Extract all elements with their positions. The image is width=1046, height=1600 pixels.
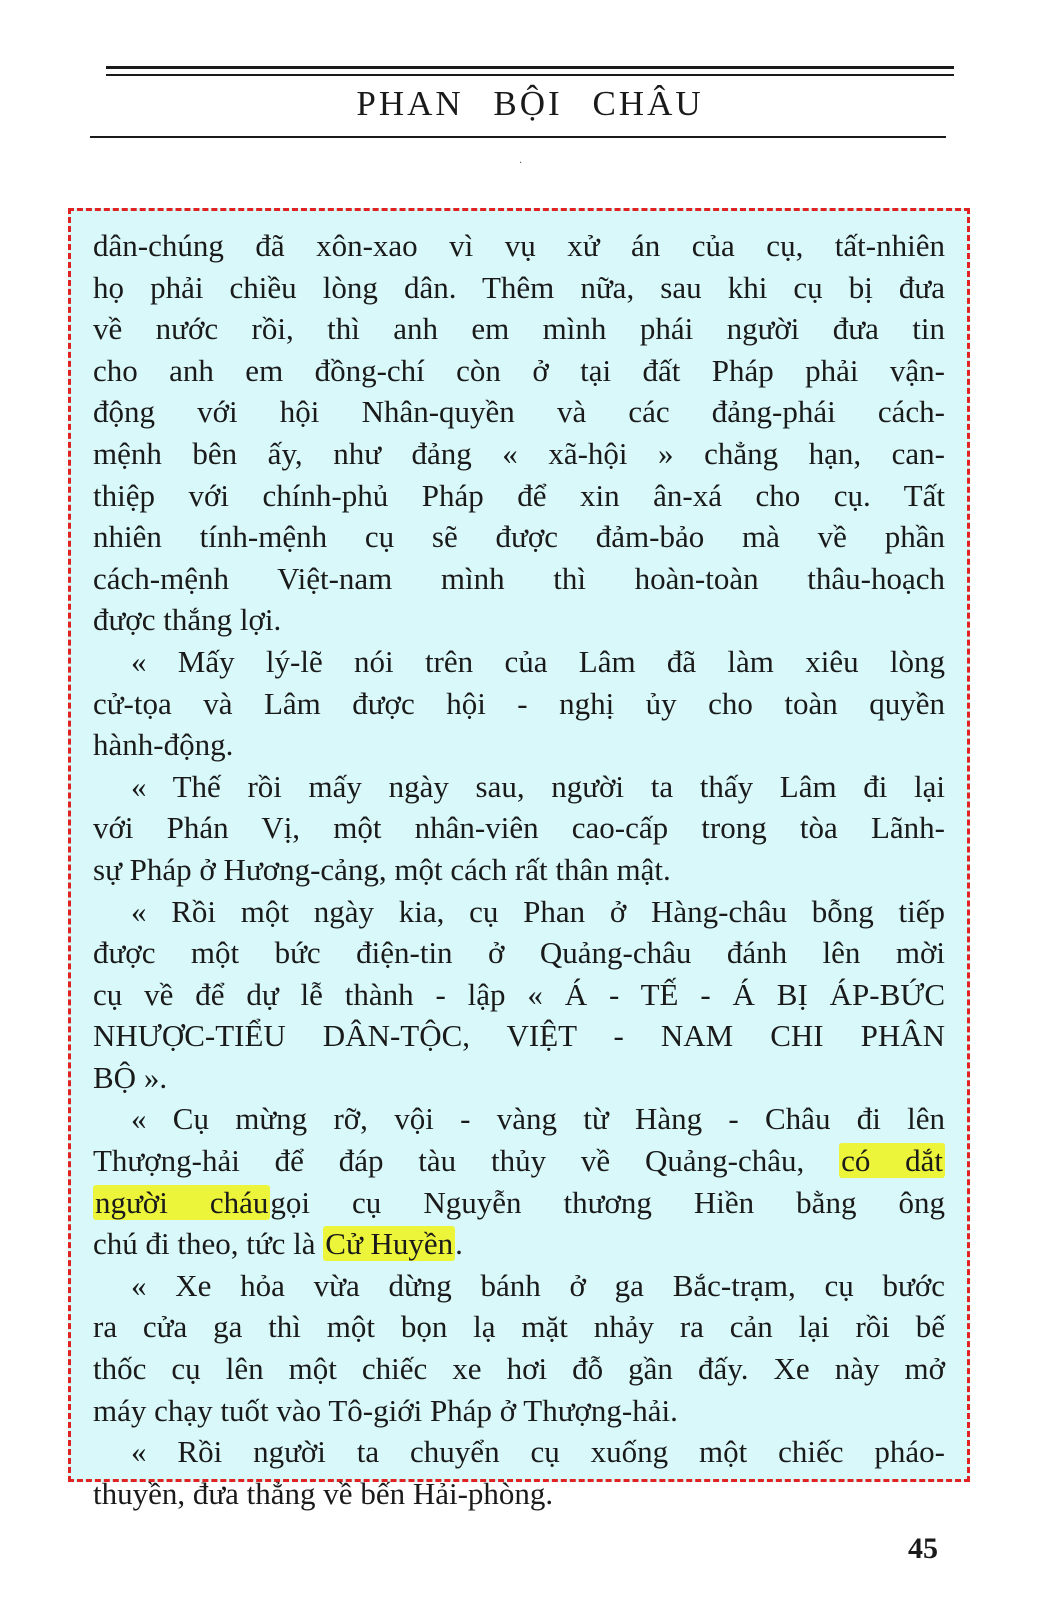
text-line: họ phải chiều lòng dân. Thêm nữa, sau khi cụ bị đưa <box>93 269 945 305</box>
text-line: mệnh bên ấy, như đảng « xã-hội » chẳng hạn, can- <box>93 435 945 471</box>
text-line <box>93 1182 945 1224</box>
text-line: « Thế rồi mấy ngày sau, người ta thấy Lâm đi lại <box>131 768 945 804</box>
text-line <box>93 1223 945 1265</box>
text-line: « Rồi một ngày kia, cụ Phan ở Hàng-châu bỗng tiếp <box>131 893 945 929</box>
text-line: với Phán Vị, một nhân-viên cao-cấp trong tòa Lãnh- <box>93 810 945 846</box>
running-header-title: PHAN BỘI CHÂU <box>356 84 704 123</box>
text-line: NHƯỢC-TIỂU DÂN-TỘC, VIỆT - NAM CHI PHÂN <box>93 1018 945 1054</box>
text-line: động với hội Nhân-quyền và các đảng-phái cách- <box>93 394 945 430</box>
text-line: máy chạy tuốt vào Tô-giới Pháp ở Thượng-hải. <box>93 1392 678 1428</box>
text-line: dân-chúng đã xôn-xao vì vụ xử án của cụ, tất-nhiên <box>93 228 945 263</box>
text-line: « Rồi người ta chuyển cụ xuống một chiếc pháo- <box>131 1434 945 1470</box>
text-line: hành-động. <box>93 727 234 763</box>
text-segment: chú đi theo, tức là <box>93 1226 316 1262</box>
text-line: cụ về để dự lễ thành - lập « Á - TẾ - Á BỊ ÁP-BỨC <box>93 976 945 1012</box>
text-line: thốc cụ lên một chiếc xe hơi đỗ gần đấy. Xe này mở <box>93 1351 945 1387</box>
text-line: cử-tọa và Lâm được hội - nghị ủy cho toàn quyền <box>93 685 945 721</box>
highlighted-name: Cử Huyền <box>325 1226 454 1262</box>
text-line: về nước rồi, thì anh em mình phái người đưa tin <box>93 311 945 347</box>
text-line: được một bức điện-tin ở Quảng-châu đánh lên mời <box>93 935 945 971</box>
text-line: nhiên tính-mệnh cụ sẽ được đảm-bảo mà về phần <box>93 519 945 555</box>
text-segment: gọi cụ Nguyễn thương Hiền bằng ông <box>270 1184 945 1220</box>
header-rule-bottom <box>90 136 946 138</box>
text-line: BỘ ». <box>93 1059 168 1095</box>
text-line: « Xe hỏa vừa dừng bánh ở ga Bắc-trạm, cụ bước <box>131 1267 945 1303</box>
text-line: được thắng lợi. <box>93 602 282 638</box>
header-rule-top <box>106 66 954 69</box>
header-rule-top-thin <box>106 74 954 76</box>
text-segment: . <box>455 1226 463 1262</box>
text-line: sự Pháp ở Hương-cảng, một cách rất thân mật. <box>93 851 671 887</box>
text-line <box>93 1140 945 1182</box>
decorative-dot: · <box>519 158 523 169</box>
text-line: ra cửa ga thì một bọn lạ mặt nhảy ra cản lại rồi bế <box>93 1309 945 1345</box>
text-line: « Mấy lý-lẽ nói trên của Lâm đã làm xiêu lòng <box>131 643 945 679</box>
highlighted-phrase: người cháu <box>95 1184 269 1220</box>
highlighted-passage-box <box>68 208 970 1511</box>
highlighted-phrase: có dắt <box>841 1143 944 1179</box>
text-line: « Cụ mừng rỡ, vội - vàng từ Hàng - Châu đi lên <box>131 1101 945 1137</box>
text-line: thuyền, đưa thẳng về bến Hải-phòng. <box>93 1475 554 1511</box>
text-line: cách-mệnh Việt-nam mình thì hoàn-toàn thâu-hoạch <box>93 560 945 596</box>
page-number: 45 <box>908 1532 938 1565</box>
text-segment: Thượng-hải để đáp tàu thủy về Quảng-châu, <box>93 1143 805 1179</box>
text-line: thiệp với chính-phủ Pháp để xin ân-xá cho cụ. Tất <box>93 477 945 513</box>
text-line: cho anh em đồng-chí còn ở tại đất Pháp phải vận- <box>93 352 945 388</box>
